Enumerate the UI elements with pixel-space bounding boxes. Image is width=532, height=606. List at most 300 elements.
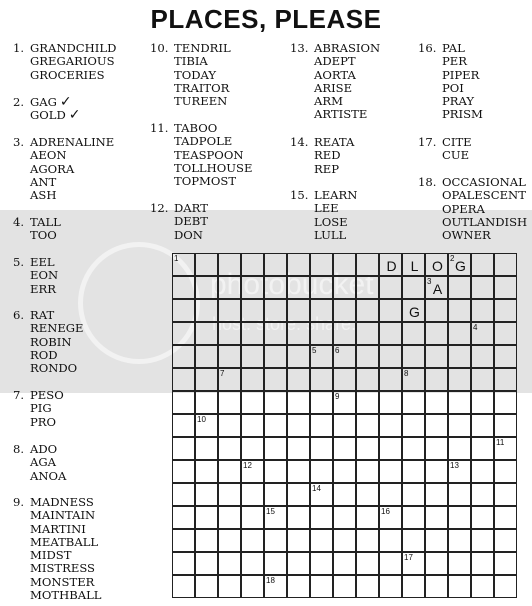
grid-cell[interactable] [264, 483, 287, 506]
grid-cell[interactable] [241, 529, 264, 552]
grid-cell[interactable] [425, 460, 448, 483]
grid-cell[interactable] [448, 437, 471, 460]
clue-word: LULL [314, 227, 347, 242]
grid-cell[interactable] [448, 276, 471, 299]
grid-cell[interactable] [287, 391, 310, 414]
clue-word: PER [442, 54, 467, 69]
grid-cell[interactable] [241, 299, 264, 322]
cell-number: 8 [404, 369, 409, 378]
grid-cell[interactable] [195, 253, 218, 276]
grid-cell[interactable] [218, 391, 241, 414]
grid-cell[interactable] [264, 414, 287, 437]
cell-number: 12 [243, 461, 252, 470]
grid-cell[interactable] [310, 414, 333, 437]
clue-word: MONSTER [30, 574, 95, 589]
grid-cell[interactable] [379, 529, 402, 552]
cell-letter: G [455, 258, 466, 274]
grid-cell[interactable] [195, 299, 218, 322]
grid-cell[interactable] [172, 391, 195, 414]
clue-word: ANOA [30, 468, 67, 483]
grid-cell[interactable] [333, 552, 356, 575]
grid-cell[interactable] [356, 460, 379, 483]
grid-cell[interactable] [287, 552, 310, 575]
grid-cell[interactable] [402, 253, 425, 276]
clue-word: AEON [30, 148, 67, 163]
grid-cell[interactable] [425, 575, 448, 598]
cell-letter: L [410, 258, 419, 274]
clue-word: TADPOLE [174, 134, 233, 149]
grid-cell[interactable] [425, 322, 448, 345]
clue-word: PIG [30, 401, 52, 416]
grid-cell[interactable] [333, 391, 356, 414]
clue-number: 5. [12, 255, 24, 269]
clue-word: EON [30, 268, 59, 283]
check-icon: ✓ [59, 94, 72, 110]
grid-cell[interactable] [172, 414, 195, 437]
grid-cell[interactable] [333, 483, 356, 506]
grid-cell[interactable] [218, 483, 241, 506]
grid-cell[interactable] [494, 529, 517, 552]
clue-word: DEBT [174, 214, 209, 229]
grid-cell[interactable] [218, 276, 241, 299]
grid-cell[interactable] [218, 322, 241, 345]
cell-letter: A [432, 281, 443, 297]
clue-word: ROD [30, 347, 58, 362]
grid-cell[interactable] [264, 506, 287, 529]
clue-word: TUREEN [174, 94, 228, 109]
clue-word: ADO [30, 442, 58, 456]
clue-word: GROCERIES [30, 67, 105, 82]
grid-cell[interactable] [195, 276, 218, 299]
grid-cell[interactable] [287, 322, 310, 345]
grid-cell[interactable] [172, 575, 195, 598]
grid-cell[interactable] [379, 437, 402, 460]
grid-cell[interactable] [195, 437, 218, 460]
clue-number: 11. [150, 121, 169, 135]
grid-cell[interactable] [218, 506, 241, 529]
grid-cell[interactable] [218, 552, 241, 575]
clue-number: 2. [12, 95, 24, 109]
grid-cell[interactable] [310, 299, 333, 322]
grid-cell[interactable] [494, 575, 517, 598]
grid-cell[interactable] [287, 506, 310, 529]
grid-cell[interactable] [402, 322, 425, 345]
grid-cell[interactable] [333, 276, 356, 299]
grid-cell[interactable] [287, 276, 310, 299]
clue-word: PAL [442, 41, 465, 55]
grid-cell[interactable] [402, 368, 425, 391]
grid-cell[interactable] [287, 575, 310, 598]
grid-cell[interactable] [218, 414, 241, 437]
grid-cell[interactable] [218, 529, 241, 552]
grid-cell[interactable] [402, 460, 425, 483]
grid-cell[interactable] [310, 529, 333, 552]
grid-cell[interactable] [264, 253, 287, 276]
grid-cell[interactable] [402, 276, 425, 299]
grid-cell[interactable] [379, 391, 402, 414]
grid-cell[interactable] [287, 483, 310, 506]
grid-cell[interactable] [356, 552, 379, 575]
cell-number: 14 [312, 484, 321, 493]
clue-word: OCCASIONAL [442, 175, 526, 189]
grid-cell[interactable] [425, 391, 448, 414]
grid-cell[interactable] [448, 368, 471, 391]
grid-cell[interactable] [172, 529, 195, 552]
grid-cell[interactable] [172, 483, 195, 506]
grid-cell[interactable] [264, 276, 287, 299]
grid-cell[interactable] [448, 414, 471, 437]
grid-cell[interactable] [218, 575, 241, 598]
grid-cell[interactable] [172, 345, 195, 368]
clue-word: TIBIA [174, 54, 208, 69]
grid-cell[interactable] [287, 299, 310, 322]
grid-cell[interactable] [218, 299, 241, 322]
grid-cell[interactable] [402, 552, 425, 575]
grid-cell[interactable] [425, 552, 448, 575]
grid-cell[interactable] [425, 437, 448, 460]
clue-word: OPALESCENT [442, 188, 526, 203]
clue-word: DART [174, 201, 208, 215]
clue-word: MADNESS [30, 495, 94, 509]
grid-cell[interactable] [425, 368, 448, 391]
clue-number: 7. [12, 388, 24, 402]
clue-word: RENEGE [30, 321, 84, 336]
grid-cell[interactable] [356, 276, 379, 299]
grid-cell[interactable] [356, 299, 379, 322]
grid-cell[interactable] [448, 299, 471, 322]
grid-cell[interactable] [218, 437, 241, 460]
grid-cell[interactable] [471, 253, 494, 276]
grid-cell[interactable] [448, 253, 471, 276]
grid-cell[interactable] [310, 460, 333, 483]
grid-cell[interactable] [310, 253, 333, 276]
grid-cell[interactable] [241, 483, 264, 506]
grid-cell[interactable] [356, 368, 379, 391]
clue-word: POI [442, 80, 464, 95]
clue-word: MOTHBALL [30, 588, 102, 603]
grid-cell[interactable] [471, 322, 494, 345]
grid-cell[interactable] [471, 460, 494, 483]
grid-cell[interactable] [494, 368, 517, 391]
clue-word: TABOO [174, 121, 218, 135]
clue-word: CUE [442, 148, 470, 163]
clue-word: TOO [30, 228, 57, 243]
grid-cell[interactable] [241, 460, 264, 483]
clue-word: RED [314, 148, 341, 163]
grid-cell[interactable] [425, 506, 448, 529]
grid-cell[interactable] [264, 322, 287, 345]
clue-number: 16. [418, 41, 437, 55]
grid-cell[interactable] [264, 575, 287, 598]
clue-number: 4. [12, 215, 24, 229]
grid-cell[interactable] [448, 483, 471, 506]
clue-word: AORTA [314, 67, 356, 82]
grid-cell[interactable] [287, 460, 310, 483]
grid-cell[interactable] [379, 299, 402, 322]
grid-cell[interactable] [195, 506, 218, 529]
grid-cell[interactable] [264, 299, 287, 322]
clue-number: 1. [12, 41, 24, 55]
grid-cell[interactable] [195, 460, 218, 483]
grid-cell[interactable] [333, 437, 356, 460]
grid-cell[interactable] [195, 529, 218, 552]
grid-cell[interactable] [356, 506, 379, 529]
grid-cell[interactable] [172, 552, 195, 575]
grid-cell[interactable] [264, 460, 287, 483]
grid-cell[interactable] [494, 322, 517, 345]
grid-cell[interactable] [402, 529, 425, 552]
grid-cell[interactable] [264, 529, 287, 552]
grid-cell[interactable] [402, 299, 425, 322]
grid-cell[interactable] [494, 253, 517, 276]
clue-word: TRAITOR [174, 80, 230, 95]
grid-cell[interactable] [494, 460, 517, 483]
grid-cell[interactable] [218, 460, 241, 483]
clue-word: GREGARIOUS [30, 54, 115, 69]
grid-cell[interactable] [264, 552, 287, 575]
grid-cell[interactable] [471, 414, 494, 437]
grid-cell[interactable] [425, 483, 448, 506]
grid-cell[interactable] [287, 529, 310, 552]
cell-number: 6 [335, 346, 340, 355]
grid-cell[interactable] [195, 414, 218, 437]
grid-cell[interactable] [287, 437, 310, 460]
grid-cell[interactable] [379, 276, 402, 299]
cell-number: 9 [335, 392, 340, 401]
grid-cell[interactable] [494, 345, 517, 368]
grid-cell[interactable] [241, 414, 264, 437]
clue-word: TENDRIL [174, 41, 231, 55]
grid-cell[interactable] [333, 322, 356, 345]
grid-cell[interactable] [356, 483, 379, 506]
grid-cell[interactable] [333, 460, 356, 483]
clue-word: LOSE [314, 214, 348, 229]
grid-cell[interactable] [241, 391, 264, 414]
grid-cell[interactable] [425, 414, 448, 437]
grid-cell[interactable] [241, 253, 264, 276]
grid-cell[interactable] [310, 483, 333, 506]
grid-cell[interactable] [310, 552, 333, 575]
grid-cell[interactable] [172, 368, 195, 391]
grid-cell[interactable] [494, 414, 517, 437]
grid-cell[interactable] [379, 253, 402, 276]
grid-cell[interactable] [379, 552, 402, 575]
cell-number: 13 [450, 461, 459, 470]
watermark-tagline: host. store. share. [212, 314, 357, 334]
grid-cell[interactable] [241, 345, 264, 368]
grid-cell[interactable] [218, 345, 241, 368]
grid-cell[interactable] [356, 437, 379, 460]
clue-word: TOLLHOUSE [174, 160, 253, 175]
clue-number: 6. [12, 308, 24, 322]
grid-cell[interactable] [172, 322, 195, 345]
grid-cell[interactable] [333, 529, 356, 552]
grid-cell[interactable] [333, 345, 356, 368]
grid-cell[interactable] [448, 529, 471, 552]
grid-cell[interactable] [264, 391, 287, 414]
grid-cell[interactable] [448, 575, 471, 598]
grid-cell[interactable] [172, 299, 195, 322]
grid-cell[interactable] [287, 253, 310, 276]
grid-cell[interactable] [494, 483, 517, 506]
clue-number: 15. [290, 188, 309, 202]
grid-cell[interactable] [195, 391, 218, 414]
cell-number: 4 [473, 323, 478, 332]
grid-cell[interactable] [402, 483, 425, 506]
grid-cell[interactable] [195, 345, 218, 368]
clue-word: ARTISTE [314, 107, 368, 122]
grid-cell[interactable] [356, 322, 379, 345]
clue-word: TODAY [174, 67, 217, 82]
grid-cell[interactable] [402, 345, 425, 368]
grid-cell[interactable] [333, 575, 356, 598]
grid-cell[interactable] [471, 552, 494, 575]
grid-cell[interactable] [402, 437, 425, 460]
clue-word: TOPMOST [174, 174, 237, 189]
grid-cell[interactable] [310, 391, 333, 414]
grid-cell[interactable] [310, 506, 333, 529]
clue-word: MISTRESS [30, 561, 95, 576]
grid-cell[interactable] [195, 575, 218, 598]
grid-cell[interactable] [172, 437, 195, 460]
grid-cell[interactable] [241, 575, 264, 598]
grid-cell[interactable] [494, 437, 517, 460]
grid-cell[interactable] [241, 322, 264, 345]
grid-cell[interactable] [425, 529, 448, 552]
cell-number: 7 [220, 369, 225, 378]
grid-cell[interactable] [471, 276, 494, 299]
grid-cell[interactable] [379, 575, 402, 598]
check-icon: ✓ [68, 107, 81, 124]
grid-cell[interactable] [448, 552, 471, 575]
clue-word: EEL [30, 255, 55, 269]
grid-cell[interactable] [241, 437, 264, 460]
grid-cell[interactable] [241, 368, 264, 391]
clue-word: ADEPT [314, 54, 356, 69]
grid-cell[interactable] [356, 391, 379, 414]
grid-cell[interactable] [310, 437, 333, 460]
grid-cell[interactable] [287, 414, 310, 437]
grid-cell[interactable] [172, 460, 195, 483]
grid-cell[interactable] [333, 253, 356, 276]
clue-word: TEASPOON [174, 147, 244, 162]
grid-cell[interactable] [379, 414, 402, 437]
clue-number: 12. [150, 201, 169, 215]
grid-cell[interactable] [333, 414, 356, 437]
grid-cell[interactable] [356, 345, 379, 368]
grid-cell[interactable] [241, 506, 264, 529]
grid-cell[interactable] [195, 368, 218, 391]
grid-cell[interactable] [333, 368, 356, 391]
grid-cell[interactable] [471, 437, 494, 460]
grid-cell[interactable] [172, 276, 195, 299]
grid-cell[interactable] [310, 345, 333, 368]
clue-word: GRANDCHILD [30, 41, 117, 55]
grid-cell[interactable] [402, 414, 425, 437]
cell-number: 5 [312, 346, 317, 355]
grid-cell[interactable] [448, 345, 471, 368]
grid-cell[interactable] [425, 276, 448, 299]
clue-word: PIPER [442, 67, 480, 82]
grid-cell[interactable] [471, 483, 494, 506]
grid-cell[interactable] [471, 391, 494, 414]
clue-word: ABRASION [314, 41, 381, 55]
grid-cell[interactable] [310, 575, 333, 598]
grid-cell[interactable] [195, 552, 218, 575]
grid-cell[interactable] [241, 552, 264, 575]
grid-cell[interactable] [471, 368, 494, 391]
grid-cell[interactable] [195, 483, 218, 506]
grid-cell[interactable] [356, 253, 379, 276]
grid-cell[interactable] [425, 299, 448, 322]
grid-cell[interactable] [310, 276, 333, 299]
grid-cell[interactable] [218, 368, 241, 391]
grid-cell[interactable] [241, 276, 264, 299]
cell-number: 15 [266, 507, 275, 516]
grid-cell[interactable] [172, 253, 195, 276]
grid-cell[interactable] [379, 460, 402, 483]
grid-cell[interactable] [287, 345, 310, 368]
cell-number: 2 [450, 254, 455, 263]
grid-cell[interactable] [448, 391, 471, 414]
grid-cell[interactable] [494, 276, 517, 299]
grid-cell[interactable] [494, 552, 517, 575]
clue-word: ADRENALINE [30, 135, 115, 149]
grid-cell[interactable] [218, 253, 241, 276]
cell-number: 16 [381, 507, 390, 516]
grid-cell[interactable] [402, 575, 425, 598]
grid-cell[interactable] [494, 299, 517, 322]
grid-cell[interactable] [287, 368, 310, 391]
grid-cell[interactable] [448, 460, 471, 483]
clue-word: TALL [30, 215, 61, 229]
grid-cell[interactable] [494, 391, 517, 414]
grid-cell[interactable] [448, 506, 471, 529]
grid-cell[interactable] [356, 414, 379, 437]
grid-cell[interactable] [264, 437, 287, 460]
clue-word: REATA [314, 135, 355, 149]
grid-cell[interactable] [310, 322, 333, 345]
grid-cell[interactable] [379, 322, 402, 345]
grid-cell[interactable] [333, 506, 356, 529]
grid-cell[interactable] [264, 345, 287, 368]
grid-cell[interactable] [195, 322, 218, 345]
grid-cell[interactable] [264, 368, 287, 391]
grid-cell[interactable] [379, 368, 402, 391]
grid-cell[interactable] [402, 391, 425, 414]
grid-cell[interactable] [494, 506, 517, 529]
grid-cell[interactable] [379, 483, 402, 506]
grid-cell[interactable] [448, 322, 471, 345]
grid-cell[interactable] [471, 299, 494, 322]
grid-cell[interactable] [310, 368, 333, 391]
grid-cell[interactable] [402, 506, 425, 529]
grid-cell[interactable] [425, 253, 448, 276]
grid-cell[interactable] [379, 345, 402, 368]
clue-word: GOLD [30, 108, 66, 123]
grid-cell[interactable] [333, 299, 356, 322]
grid-cell[interactable] [471, 529, 494, 552]
grid-cell[interactable] [356, 529, 379, 552]
grid-cell[interactable] [379, 506, 402, 529]
grid-cell[interactable] [356, 575, 379, 598]
grid-cell[interactable] [471, 575, 494, 598]
grid-cell[interactable] [172, 506, 195, 529]
grid-cell[interactable] [425, 345, 448, 368]
grid-cell[interactable] [471, 345, 494, 368]
grid-cell[interactable] [471, 506, 494, 529]
clue-word: PRISM [442, 107, 483, 122]
